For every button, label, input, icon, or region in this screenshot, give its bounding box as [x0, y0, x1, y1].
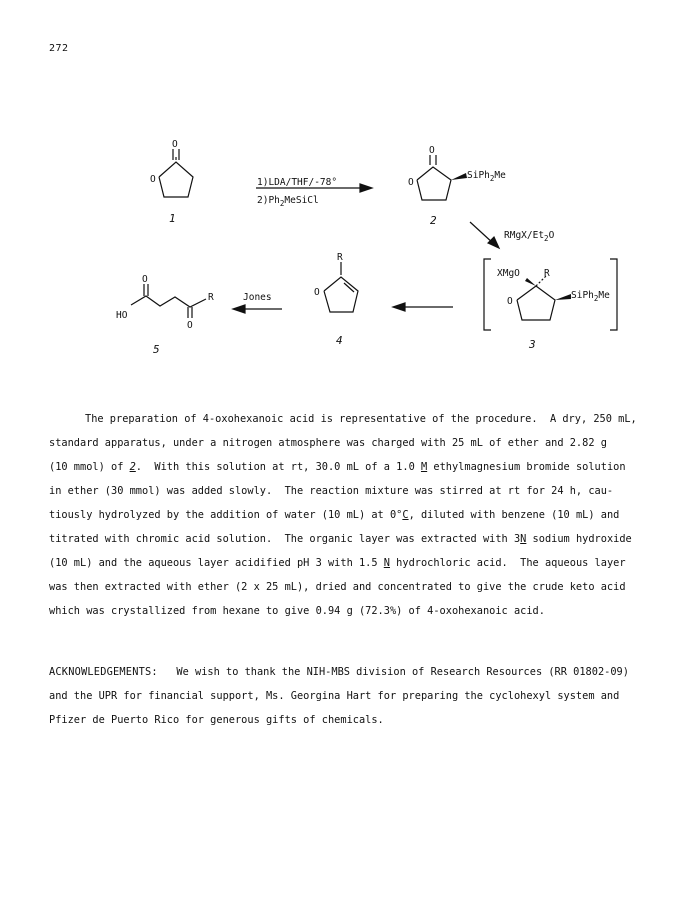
- compound-1-label: 1: [169, 212, 176, 225]
- molarity-unit: M: [420, 461, 428, 473]
- acknowledgements-line: Pfizer de Puerto Rico for generous gifts of chemicals.: [49, 714, 384, 726]
- compound-3-label: 3: [529, 338, 536, 351]
- step-2-reagent: RMgX/$Et_2O$: [504, 230, 555, 243]
- compound-5-r: R: [208, 292, 214, 303]
- compound-5-ho: HO: [116, 310, 128, 321]
- procedure-line: titrated with chromic acid solution. The organic layer was extracted with 3N sodium hydroxide: [49, 533, 632, 545]
- compound-3-ring-o: O: [507, 296, 513, 307]
- compound-reference: 2: [129, 461, 136, 473]
- arrow-step-3: [393, 303, 453, 311]
- compound-2-substituent: SiPh$_2$Me: [467, 170, 506, 183]
- procedure-line: standard apparatus, under a nitrogen atmosphere was charged with 25 mL of ether and 2.82 g: [49, 437, 607, 449]
- compound-1-carbonyl-o: O: [172, 139, 178, 150]
- compound-4-structure: [324, 262, 358, 312]
- compound-3-r: R: [544, 268, 550, 279]
- procedure-line: The preparation of 4-oxohexanoic acid is representative of the procedure. A dry, 250 mL,: [85, 413, 637, 425]
- compound-4-ring-o: O: [314, 287, 320, 298]
- acknowledgements-line: ACKNOWLEDGEMENTS: We wish to thank the NIH-MBS division of Research Resources (RR 01802-09): [49, 666, 629, 678]
- arrow-step-4: [233, 305, 282, 313]
- acknowledgements-line: and the UPR for financial support, Ms. Georgina Hart for preparing the cyclohexyl system and: [49, 690, 620, 702]
- compound-5-top-o: O: [142, 274, 148, 285]
- compound-4-label: 4: [336, 334, 343, 347]
- procedure-line: (10 mL) and the aqueous layer acidified pH 3 with 1.5 N hydrochloric acid. The aqueous layer: [49, 557, 626, 569]
- compound-1-ring-o: O: [150, 174, 156, 185]
- compound-3-substituent: SiPh$_2$Me: [571, 290, 610, 303]
- step-1-reagent-line-2: $2)Ph_2MeSiCl$: [257, 195, 319, 208]
- procedure-line: in ether (30 mmol) was added slowly. The reaction mixture was stirred at rt for 24 h, cau-: [49, 485, 614, 497]
- procedure-line: tiously hydrolyzed by the addition of water (10 mL) at 0°C, diluted with benzene (10 mL) and: [49, 509, 620, 521]
- compound-2-ring-o: O: [408, 177, 414, 188]
- procedure-line: which was crystallized from hexane to give 0.94 g (72.3%) of 4-oxohexanoic acid.: [49, 605, 545, 617]
- step-1-reagent-line-1: 1)LDA/THF/-78°: [257, 177, 338, 188]
- compound-4-r: R: [337, 252, 343, 263]
- procedure-line: was then extracted with ether (2 x 25 mL), dried and concentrated to give the crude keto acid: [49, 581, 626, 593]
- compound-5-structure: [131, 284, 206, 318]
- step-4-reagent: Jones: [243, 292, 272, 303]
- compound-3-xmgo: XMgO: [497, 268, 520, 279]
- compound-5-bottom-o: O: [187, 320, 193, 331]
- acknowledgements-heading: ACKNOWLEDGEMENTS:: [49, 666, 158, 678]
- acknowledgements-paragraph: [49, 660, 637, 732]
- compound-5-label: 5: [153, 343, 160, 356]
- page-number: 272: [49, 43, 69, 54]
- compound-2-label: 2: [430, 214, 437, 227]
- compound-1-structure: [159, 149, 193, 197]
- reaction-scheme: [0, 0, 676, 380]
- procedure-line: (10 mmol) of 2. With this solution at rt, 30.0 mL of a 1.0 M ethylmagnesium bromide solution: [49, 461, 626, 473]
- arrow-step-2: [470, 222, 499, 248]
- compound-2-carbonyl-o: O: [429, 145, 435, 156]
- compound-2-structure: [417, 155, 467, 200]
- procedure-paragraph: [49, 407, 637, 623]
